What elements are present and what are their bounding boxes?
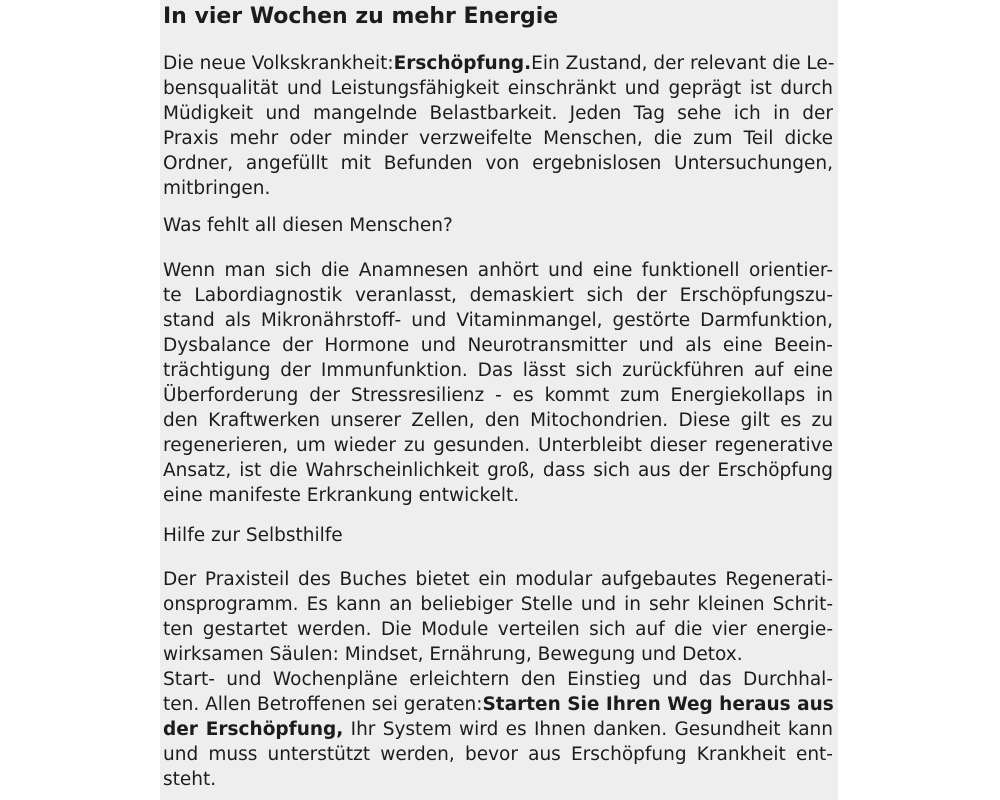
p1-line-2: bensqualität und Leistungsfähigkeit einschränkt und geprägt ist durch [163, 78, 833, 99]
p3-line-7 [163, 718, 833, 742]
p2-line-10: eine manifeste Erkrankung entwickelt. [163, 485, 520, 506]
p2-line-6: Überforderung der Stressresilienz - es kommt zum Energiekollaps in [163, 385, 833, 406]
p2-line-8: regenerieren, um wieder zu gesunden. Unterbleibt dieser regenerative [163, 435, 833, 456]
page-title: In vier Wochen zu mehr Energie [163, 4, 559, 29]
p1-line-3: Müdigkeit und mangelnde Belastbarkeit. Jeden Tag sehe ich in der [163, 103, 833, 124]
p3-bold-phrase: Starten Sie Ihren Weg heraus aus [482, 694, 834, 715]
p2-line-3: stand als Mikronährstoff- und Vitaminmangel, gestörte Darmfunktion, [163, 310, 833, 331]
p3-line-1: Der Praxisteil des Buches bietet ein modular aufgebautes Regenerati- [163, 569, 833, 590]
section-heading-1: Was fehlt all diesen Menschen? [163, 215, 453, 236]
p1-line-1 [163, 52, 833, 76]
p1-line-6: mitbringen. [163, 178, 271, 199]
p1-line-5: Ordner, angefüllt mit Befunden von ergebnislosen Untersuchungen, [163, 153, 833, 174]
p3-line-2: onsprogramm. Es kann an beliebiger Stelle und in sehr kleinen Schrit- [163, 594, 833, 615]
p1-text: Die neue Volkskrankheit: [163, 53, 394, 74]
p2-line-1: Wenn man sich die Anamnesen anhört und eine funktionell orientier- [163, 260, 833, 281]
p2-line-5: trächtigung der Immunfunktion. Das lässt sich zurückführen auf eine [163, 360, 833, 381]
p3-line-9: steht. [163, 769, 217, 790]
p3-line-6 [163, 693, 833, 717]
p1-bold-term: Erschöpfung. [393, 53, 532, 74]
p2-line-7: den Kraftwerken unserer Zellen, den Mitochondrien. Diese gilt es zu [163, 410, 833, 431]
p3-text: ten. Allen Betroffenen sei geraten: [163, 694, 483, 715]
p3-text: Ihr System wird es Ihnen danken. Gesundheit kann [343, 719, 833, 740]
p2-line-4: Dysbalance der Hormone und Neurotransmitter und als eine Beein- [163, 335, 833, 356]
p1-text: Ein Zustand, der relevant die Le- [531, 53, 835, 74]
p2-line-2: te Labordiagnostik veranlasst, demaskiert sich der Erschöpfungszu- [163, 285, 833, 306]
p3-line-5: Start- und Wochenpläne erleichtern den Einstieg und das Durchhal- [163, 669, 833, 690]
section-heading-2: Hilfe zur Selbsthilfe [163, 525, 343, 546]
p2-line-9: Ansatz, ist die Wahrscheinlichkeit groß, dass sich aus der Erschöpfung [163, 460, 833, 481]
p3-bold-phrase: der Erschöpfung, [163, 719, 344, 740]
p3-line-3: ten gestartet werden. Die Module verteilen sich auf die vier energie- [163, 619, 833, 640]
p3-line-4: wirksamen Säulen: Mindset, Ernährung, Bewegung und Detox. [163, 644, 743, 665]
p1-line-4: Praxis mehr oder minder verzweifelte Menschen, die zum Teil dicke [163, 128, 833, 149]
p3-line-8: und muss unterstützt werden, bevor aus Erschöpfung Krankheit ent- [163, 744, 833, 765]
